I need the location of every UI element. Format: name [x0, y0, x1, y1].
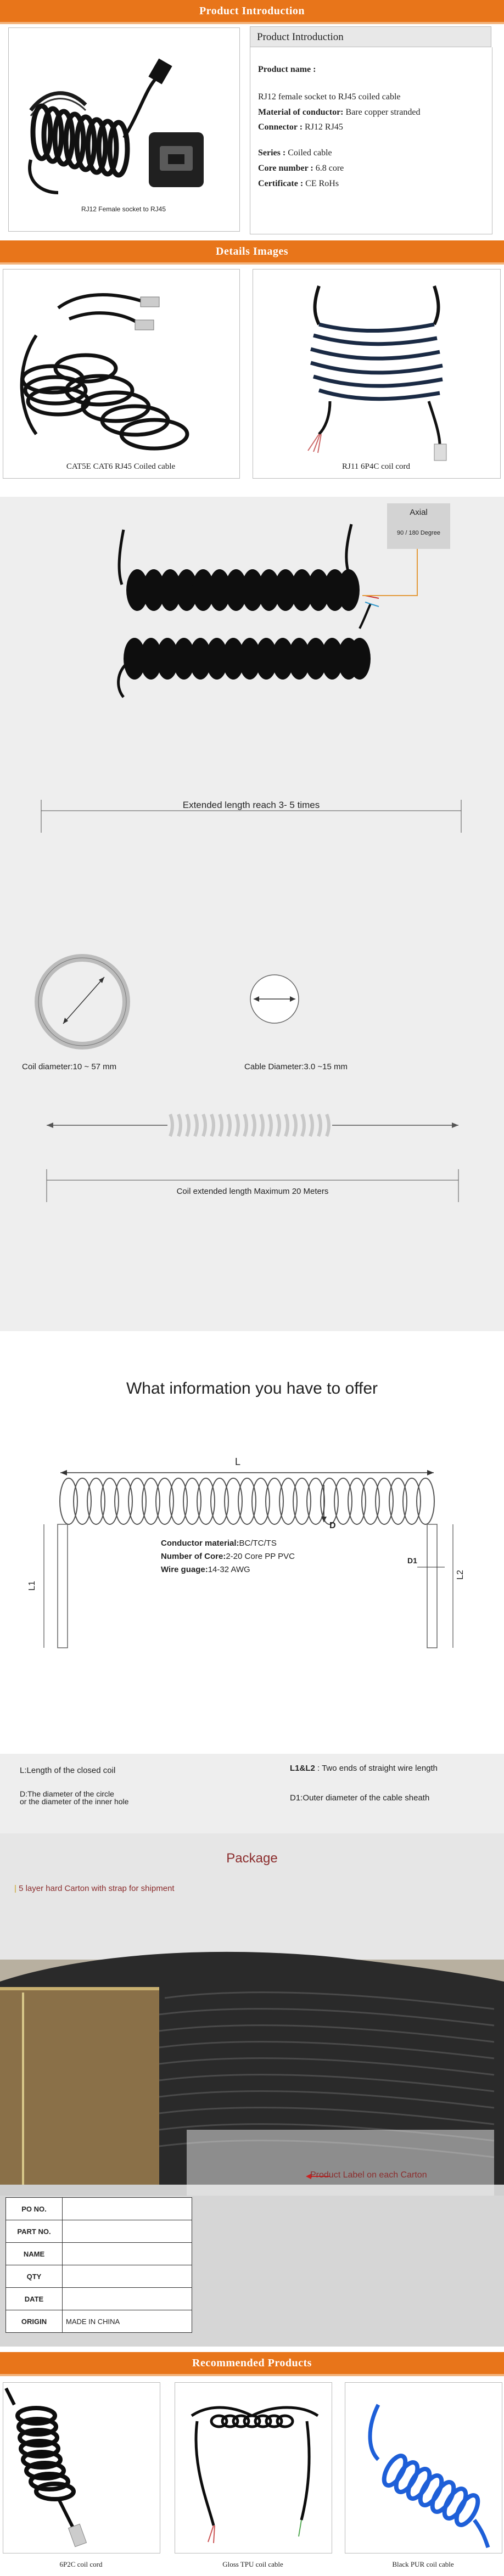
table-row: ORIGIN MADE IN CHINA [6, 2310, 192, 2333]
table-row: PART NO. [6, 2220, 192, 2243]
dimension-L: L [235, 1456, 241, 1467]
recommended-item-1[interactable] [3, 2382, 160, 2553]
legend-D1: D1:Outer diameter of the cable sheath [290, 1793, 430, 1803]
core-number-row: Number of Core:2-20 Core PP PVC [161, 1552, 295, 1561]
material-row: Material of conductor: Bare copper stranded [258, 108, 421, 117]
recommended-caption-3[interactable]: Black PUR coil cable [392, 2560, 454, 2568]
product-image [8, 27, 240, 232]
gloss-tpu-coil-illustration [175, 2383, 332, 2553]
coil-cord-black-illustration [3, 2383, 160, 2553]
recommended-caption-2[interactable]: Gloss TPU coil cable [222, 2560, 283, 2568]
product-name-label: Product name : [258, 65, 316, 74]
legend-L1L2: L1&L2 : Two ends of straight wire length [290, 1764, 438, 1773]
legend-L: L:Length of the closed coil [20, 1766, 116, 1775]
dimension-D1: D1 [407, 1556, 417, 1565]
conductor-row: Conductor material:BC/TC/TS [161, 1539, 277, 1548]
details-images-banner: Details Images [0, 240, 504, 262]
detail-left-caption: CAT5E CAT6 RJ45 Coiled cable [66, 462, 176, 471]
coil-extended-label: Coil extended length Maximum 20 Meters [176, 1187, 329, 1196]
table-row: NAME [6, 2243, 192, 2265]
recommended-banner: Recommended Products [0, 2352, 504, 2374]
axial-label: Axial [410, 508, 428, 517]
product-name-value: RJ12 female socket to RJ45 coiled cable [258, 92, 401, 102]
coil-diameter-label: Coil diameter:10 ~ 57 mm [22, 1062, 117, 1071]
detail-image-right [253, 269, 501, 479]
table-row: PO NO. [6, 2198, 192, 2220]
dimension-L2: L2 [455, 1570, 465, 1580]
recommended-item-2[interactable] [175, 2382, 332, 2553]
wire-gauge-row: Wire guage:14-32 AWG [161, 1565, 250, 1574]
legend-section [0, 1754, 504, 1833]
certificate-row: Certificate : CE RoHs [258, 179, 339, 188]
detail-right-caption: RJ11 6P4C coil cord [341, 462, 411, 471]
coiled-cable-illustration [9, 28, 239, 231]
rj11-coil-cord-illustration [253, 270, 500, 478]
coil-spec-diagram [0, 497, 504, 1331]
product-intro-banner: Product Introduction [0, 0, 504, 22]
package-title: Package [226, 1851, 278, 1866]
carton-note: | 5 layer hard Carton with strap for shipment [14, 1884, 175, 1893]
legend-D: D:The diameter of the circle or the diameter of the inner hole [20, 1789, 129, 1806]
table-row: DATE [6, 2288, 192, 2310]
rj45-coiled-cable-illustration [3, 270, 239, 478]
product-image-caption: RJ12 Female socket to RJ45 [81, 205, 166, 213]
info-offer-section [0, 1331, 504, 1754]
coil-spec-section [0, 497, 504, 1331]
cable-diameter-label: Cable Diameter:3.0 ~15 mm [244, 1062, 348, 1071]
recommended-item-3[interactable] [345, 2382, 502, 2553]
intro-panel [250, 47, 492, 234]
extended-length-label: Extended length reach 3- 5 times [182, 800, 320, 810]
table-row: QTY [6, 2265, 192, 2288]
blue-pur-coil-illustration [345, 2383, 502, 2553]
connector-row: Connector : RJ12 RJ45 [258, 122, 343, 132]
detail-image-left [3, 269, 240, 479]
product-label-table [5, 2197, 192, 2333]
dimension-L1: L1 [27, 1581, 37, 1591]
series-row: Series : Coiled cable [258, 148, 332, 158]
label-note: Product Label on each Carton [310, 2170, 427, 2180]
intro-panel-title: Product Introduction [250, 26, 491, 47]
dimension-D: D [329, 1521, 336, 1530]
axial-degree-label: 90 / 180 Degree [397, 530, 440, 536]
core-row: Core number : 6.8 core [258, 164, 344, 173]
info-offer-heading: What information you have to offer [126, 1379, 378, 1398]
recommended-caption-1[interactable]: 6P2C coil cord [59, 2560, 103, 2568]
